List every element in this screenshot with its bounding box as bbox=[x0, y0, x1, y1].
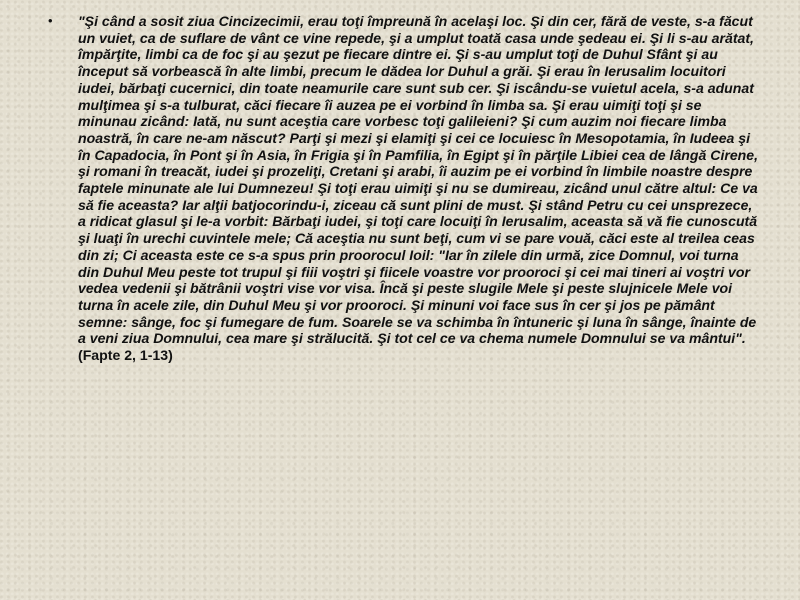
scripture-paragraph bbox=[78, 13, 760, 364]
bullet-list bbox=[48, 13, 760, 364]
scripture-reference: (Fapte 2, 1-13) bbox=[78, 347, 173, 364]
bullet-item bbox=[48, 13, 760, 364]
bullet-icon: • bbox=[48, 13, 53, 28]
scripture-quote: "Şi când a sosit ziua Cincizecimii, erau toţi împreună în acelaşi loc. Şi din cer, fără de veste, s-a făcut un vuiet, ca de suflare de vânt ce vine repede, şi a umplut toată casa unde şedeau ei. Şi li s-au arătat, împărţite, limbi ca de foc şi au şezut pe fiecare dintre ei. Şi s-au umplut toţi de Duhul Sfânt şi au început să vorbească în alte limbi, precum le dădea lor Duhul a grăi. Şi erau în Ierusalim locuitori iudei, bărbaţi cucernici, din toate neamurile care sunt sub cer. Şi iscându-se vuietul acela, s-a adunat mulţimea şi s-a tulburat, căci fiecare îi auzea pe ei vorbind în limba sa. Şi erau uimiţi toţi şi se minunau zicând: Iată, nu sunt aceştia care vorbesc toţi galileieni? Şi cum auzim noi fiecare limba noastră, în care ne-am născut? Parţi şi mezi şi elamiţi şi cei ce locuiesc în Mesopotamia, în Iudeea şi în Capadocia, în Pont şi în Asia, în Frigia şi în Pamfilia, în Egipt şi în părţile Libiei cea de lângă Cirene, şi romani în treacăt, iudei şi prozeliţi, Cretani şi arabi, îi auzim pe ei vorbind în limbile noastre despre faptele minunate ale lui Dumnezeu! Şi toţi erau uimiţi şi nu se dumireau, zicând unul către altul: Ce va să fie aceasta? Iar alţii batjocorindu-i, ziceau că sunt plini de must. Şi stând Petru cu cei unsprezece, a ridicat glasul şi le-a vorbit: Bărbaţi iudei, şi toţi care locuiţi în Ierusalim, aceasta să vă fie cunoscută şi luaţi în urechi cuvintele mele; Că aceştia nu sunt beţi, cum vi se pare vouă, căci este al treilea ceas din zi; Ci aceasta este ce s-a spus prin proorocul Ioil: "Iar în zilele din urmă, zice Domnul, voi turna din Duhul Meu peste tot trupul şi fiii voştri şi fiicele voastre vor prooroci şi cei mai tineri ai voştri vor vedea vedenii şi bătrânii voştri vise vor visa. Încă şi peste slugile Mele şi peste slujnicele Mele voi turna în acele zile, din Duhul Meu şi vor prooroci. Şi minuni voi face sus în cer şi jos pe pământ semne: sânge, foc şi fumegare de fum. Soarele se va schimba în întuneric şi luna în sânge, înainte de a veni ziua Domnului, cea mare şi strălucită. Şi tot cel ce va chema numele Domnului se va mântui". bbox=[78, 13, 759, 347]
